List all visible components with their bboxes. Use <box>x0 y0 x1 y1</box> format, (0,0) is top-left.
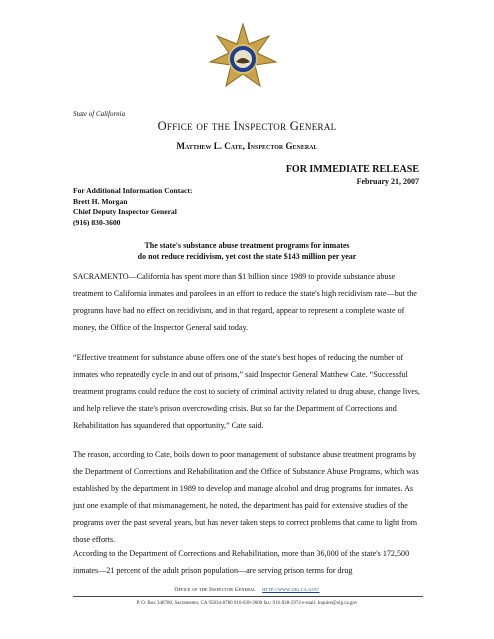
body-paragraph-1: SACRAMENTO—California has spent more than $1 billion since 1989 to provide substance abuse treatment to California inmates and parolees in an effort to reduce the state's high recidivism rate—but the programs have had no effect on recidivism, and in that regard, appear to represent a complete waste of money, the Office of the Inspector General said today. <box>73 272 417 332</box>
contact-block <box>73 186 192 228</box>
footer-office-line <box>0 587 494 593</box>
body-paragraph-3: The reason, according to Cate, boils down to poor management of substance abuse treatment programs by the Department of Corrections and Rehabilitation and the Office of Substance Abuse Programs, which was established by the department in 1989 to develop and manage alcohol and drug programs for inmates. As just one example of that mismanagement, he noted, the department has paid for extensive studies of the programs over the past several years, but has never taken steps to correct problems that came to light from those efforts. <box>73 450 419 544</box>
contact-title: Chief Deputy Inspector General <box>73 207 177 216</box>
inspector-general-name: Matthew L. Cate, Inspector General <box>176 141 318 151</box>
headline-line-1: The state's substance abuse treatment programs for inmates <box>144 241 350 250</box>
footer-divider <box>73 596 423 597</box>
headline <box>0 240 494 262</box>
release-date: February 21, 2007 <box>356 177 419 186</box>
release-label: FOR IMMEDIATE RELEASE <box>285 164 419 175</box>
state-label: State of California <box>73 110 126 118</box>
contact-heading: For Additional Information Contact: <box>73 186 193 195</box>
seal-badge-icon <box>208 22 278 92</box>
contact-name: Brett H. Morgan <box>73 196 128 206</box>
footer-address: P. O. Box 348780, Sacramento, CA 95834-8780 916-830-3600 fax: 916-928-5974 e-mail: Inquire@oig.ca.gov <box>136 601 358 606</box>
headline-line-2: do not reduce recidivism, yet cost the state $143 million per year <box>137 252 357 261</box>
footer-url-link[interactable]: http://www.oig.ca.gov/ <box>262 587 320 593</box>
office-title: Office of the Inspector General <box>157 119 337 133</box>
body-paragraph-4: According to the Department of Corrections and Rehabilitation, more than 36,000 of the state's 172,500 inmates—21 percent of the adult prison population—are serving prison terms for drug <box>73 549 410 575</box>
body-paragraph-2: “Effective treatment for substance abuse offers one of the state's best hopes of reducing the number of inmates who repeatedly cycle in and out of prisons,” said Inspector General Matthew Cate. “Successful treatment programs could reduce the cost to society of criminal activity related to drug abuse, change lives, and help relieve the state's prison overcrowding crisis. But so far the Department of Corrections and Rehabilitation has squandered that opportunity,” Cate said. <box>73 353 421 430</box>
footer-office: Office of the Inspector General <box>174 587 256 593</box>
contact-phone: (916) 830-3600 <box>73 217 121 227</box>
